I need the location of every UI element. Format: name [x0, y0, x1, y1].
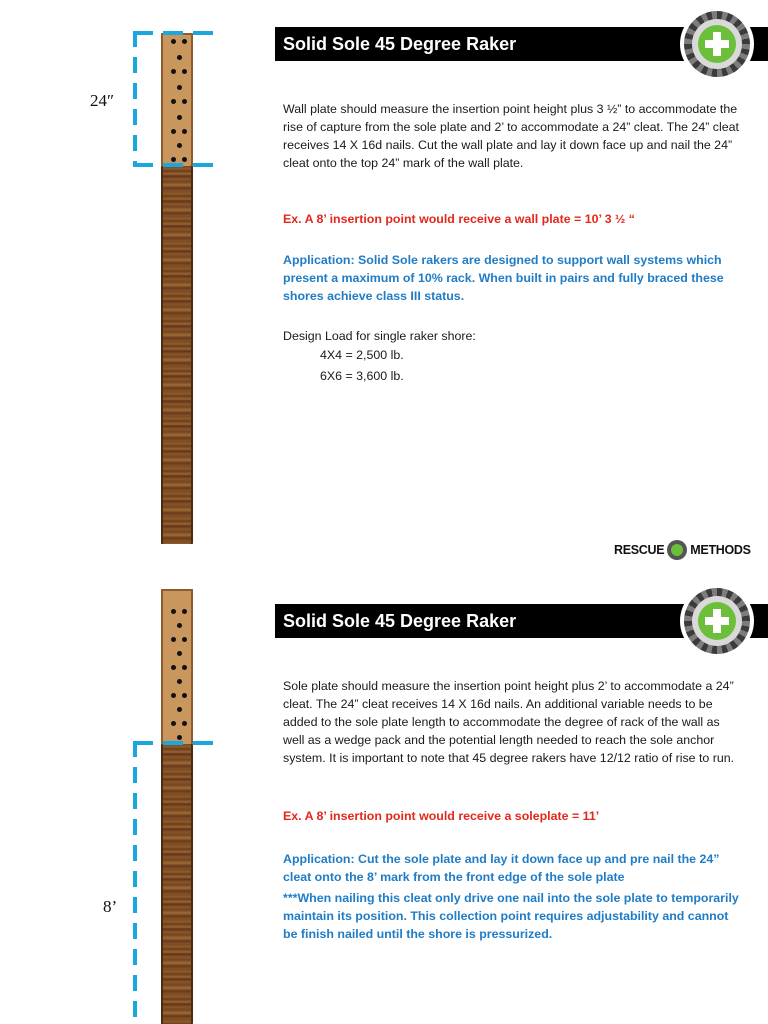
section-1-title: Solid Sole 45 Degree Raker	[275, 27, 768, 61]
section-2-title: Solid Sole 45 Degree Raker	[275, 604, 768, 638]
cleat-24	[161, 33, 193, 166]
brand-mark-icon	[667, 540, 687, 560]
dimension-line-side	[133, 31, 137, 167]
rescue-methods-badge-icon-2	[680, 584, 754, 658]
section-2-application: Application: Cut the sole plate and lay it down face up and pre nail the 24” cleat onto the 8’ mark from the front edge of the sole plate	[283, 852, 720, 884]
brand-right: METHODS	[690, 543, 751, 557]
dimension-label: 24″	[90, 91, 115, 110]
dimension-line-bottom	[133, 163, 221, 167]
section-2-note: ***When nailing this cleat only drive one nail into the sole plate to temporarily maintain its position. This collection point requires adjustability and cannot be finish nailed until the shore is pressurized.	[283, 891, 739, 941]
section-1-example: Ex. A 8’ insertion point would receive a wall plate = 10’ 3 ½ “	[283, 212, 635, 226]
cleat-24-section2	[161, 589, 193, 744]
design-load-heading: Design Load for single raker shore:	[283, 329, 476, 343]
sole-plate-post	[161, 744, 193, 1024]
section-1-paragraph: Wall plate should measure the insertion point height plus 3 ½” to accommodate the rise of capture from the sole plate and 2’ to accommodate a 24” cleat. The 24” cleat receives 14 X 16d nails. Cut the wall plate and lay it down face up and nail the 24” cleat onto the top 24” mark of the wall plate.	[283, 102, 739, 170]
section-2-paragraph: Sole plate should measure the insertion point height plus 2’ to accommodate a 24” cleat. The 24” cleat receives 14 X 16d nails. An additional variable needs to be added to the sole plate length to accommodate the degree of rack of the wall as well as a wedge pack and the potential length needed to reach the sole anchor system. It is important to note that 45 degree rakers have 12/12 ratio of rise to run.	[283, 679, 735, 765]
dimension-line-side-section2	[133, 741, 137, 1024]
design-load-4x4: 4X4 = 2,500 lb.	[320, 348, 404, 362]
brand-left: RESCUE	[614, 543, 665, 557]
section-1-application: Application: Solid Sole rakers are designed to support wall systems which present a maximum of 10% rack. When built in pairs and fully braced these shores achieve class III status.	[283, 253, 724, 303]
design-load-6x6: 6X6 = 3,600 lb.	[320, 369, 404, 383]
rescue-methods-badge-icon	[680, 7, 754, 81]
dimension-line-top	[133, 31, 221, 35]
wall-plate-post	[161, 166, 193, 544]
section-2-example: Ex. A 8’ insertion point would receive a soleplate = 11’	[283, 809, 600, 823]
dimension-line-top-section2	[133, 741, 221, 745]
rescue-methods-brand-icon	[614, 538, 754, 562]
dimension-label-section2: 8’	[103, 897, 118, 916]
